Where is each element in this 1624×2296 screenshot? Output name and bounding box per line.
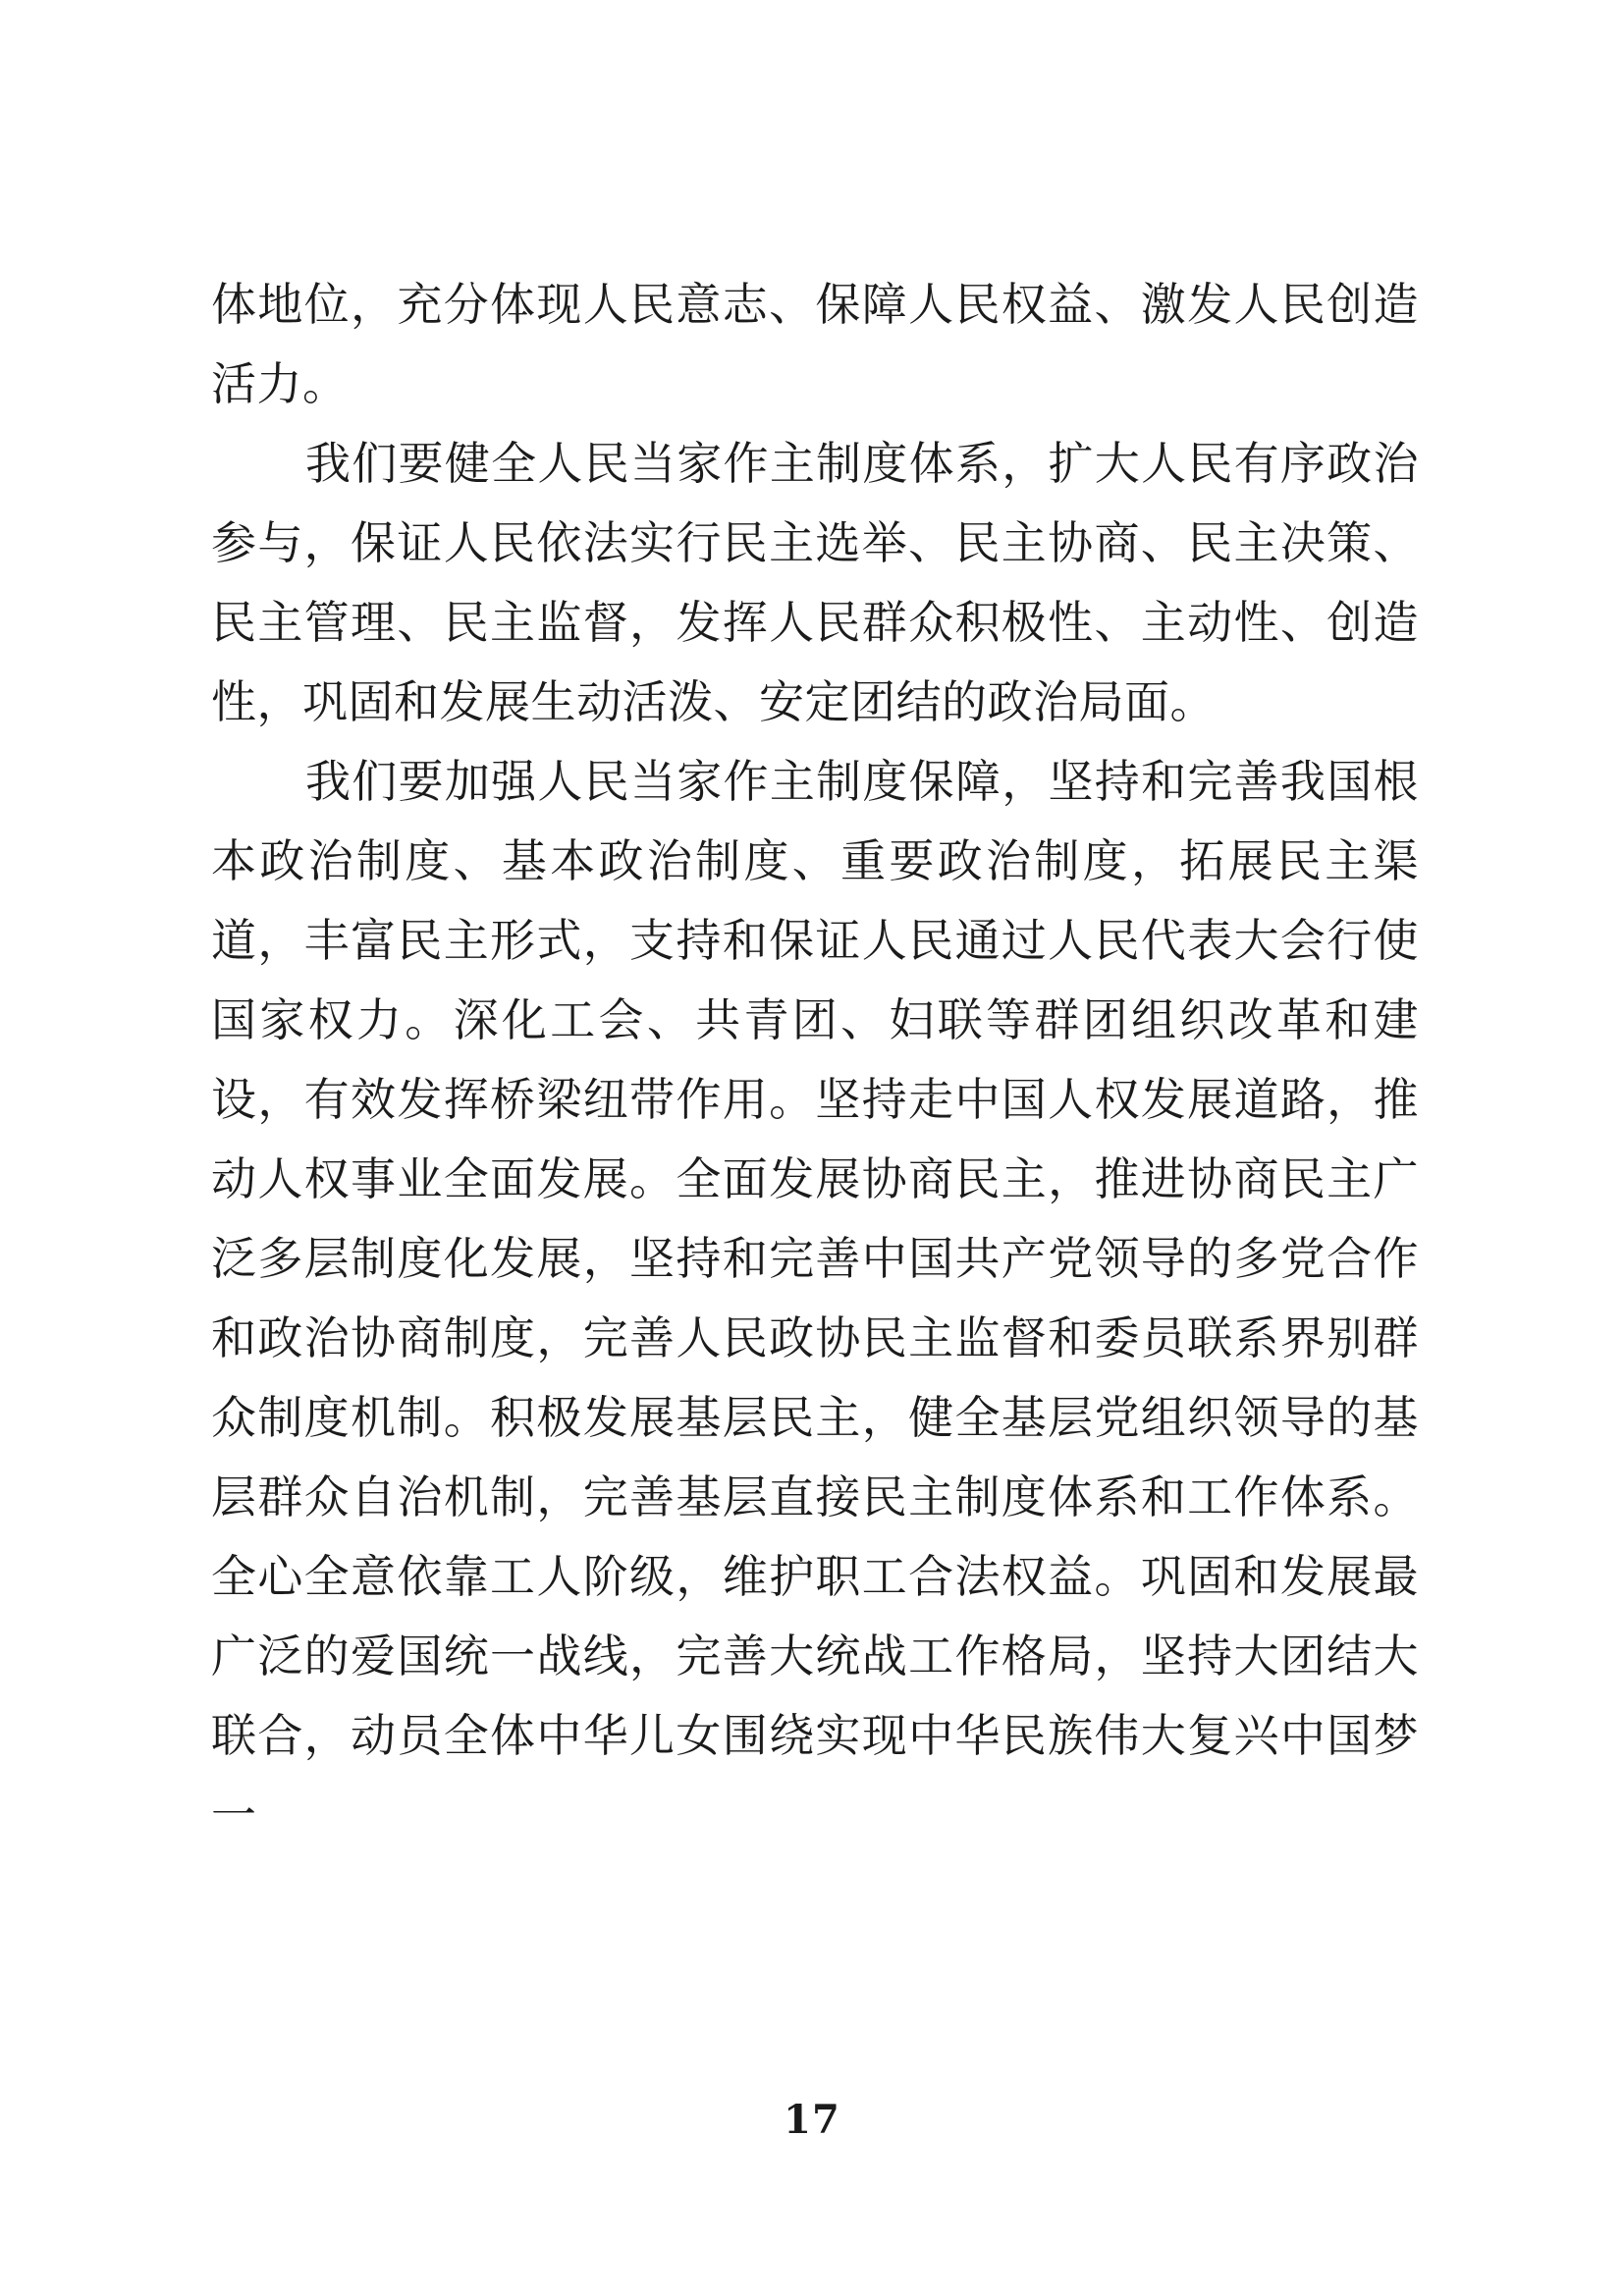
page-number: 17	[784, 2097, 840, 2143]
paragraph-2: 我们要健全人民当家作主制度体系，扩大人民有序政治参与，保证人民依法实行民主选举、民主协商、民主决策、民主管理、民主监督，发挥人民群众积极性、主动性、创造性，巩固和发展生动活泼、安定团结的政治局面。	[211, 437, 1419, 728]
paragraph-3: 我们要加强人民当家作主制度保障，坚持和完善我国根本政治制度、基本政治制度、重要政治制度，拓展民主渠道，丰富民主形式，支持和保证人民通过人民代表大会行使国家权力。深化工会、共青团、妇联等群团组织改革和建设，有效发挥桥梁纽带作用。坚持走中国人权发展道路，推动人权事业全面发展。全面发展协商民主，推进协商民主广泛多层制度化发展，坚持和完善中国共产党领导的多党合作和政治协商制度，完善人民政协民主监督和委员联系界别群众制度机制。积极发展基层民主，健全基层党组织领导的基层群众自治机制，完善基层直接民主制度体系和工作体系。全心全意依靠工人阶级，维护职工合法权益。巩固和发展最广泛的爱国统一战线，完善大统战工作格局，坚持大团结大联合，动员全体中华儿女围绕实现中华民族伟大复兴中国梦一	[211, 755, 1419, 1842]
paragraph-1: 体地位，充分体现人民意志、保障人民权益、激发人民创造活力。	[211, 278, 1419, 410]
page-body	[211, 265, 1419, 1855]
